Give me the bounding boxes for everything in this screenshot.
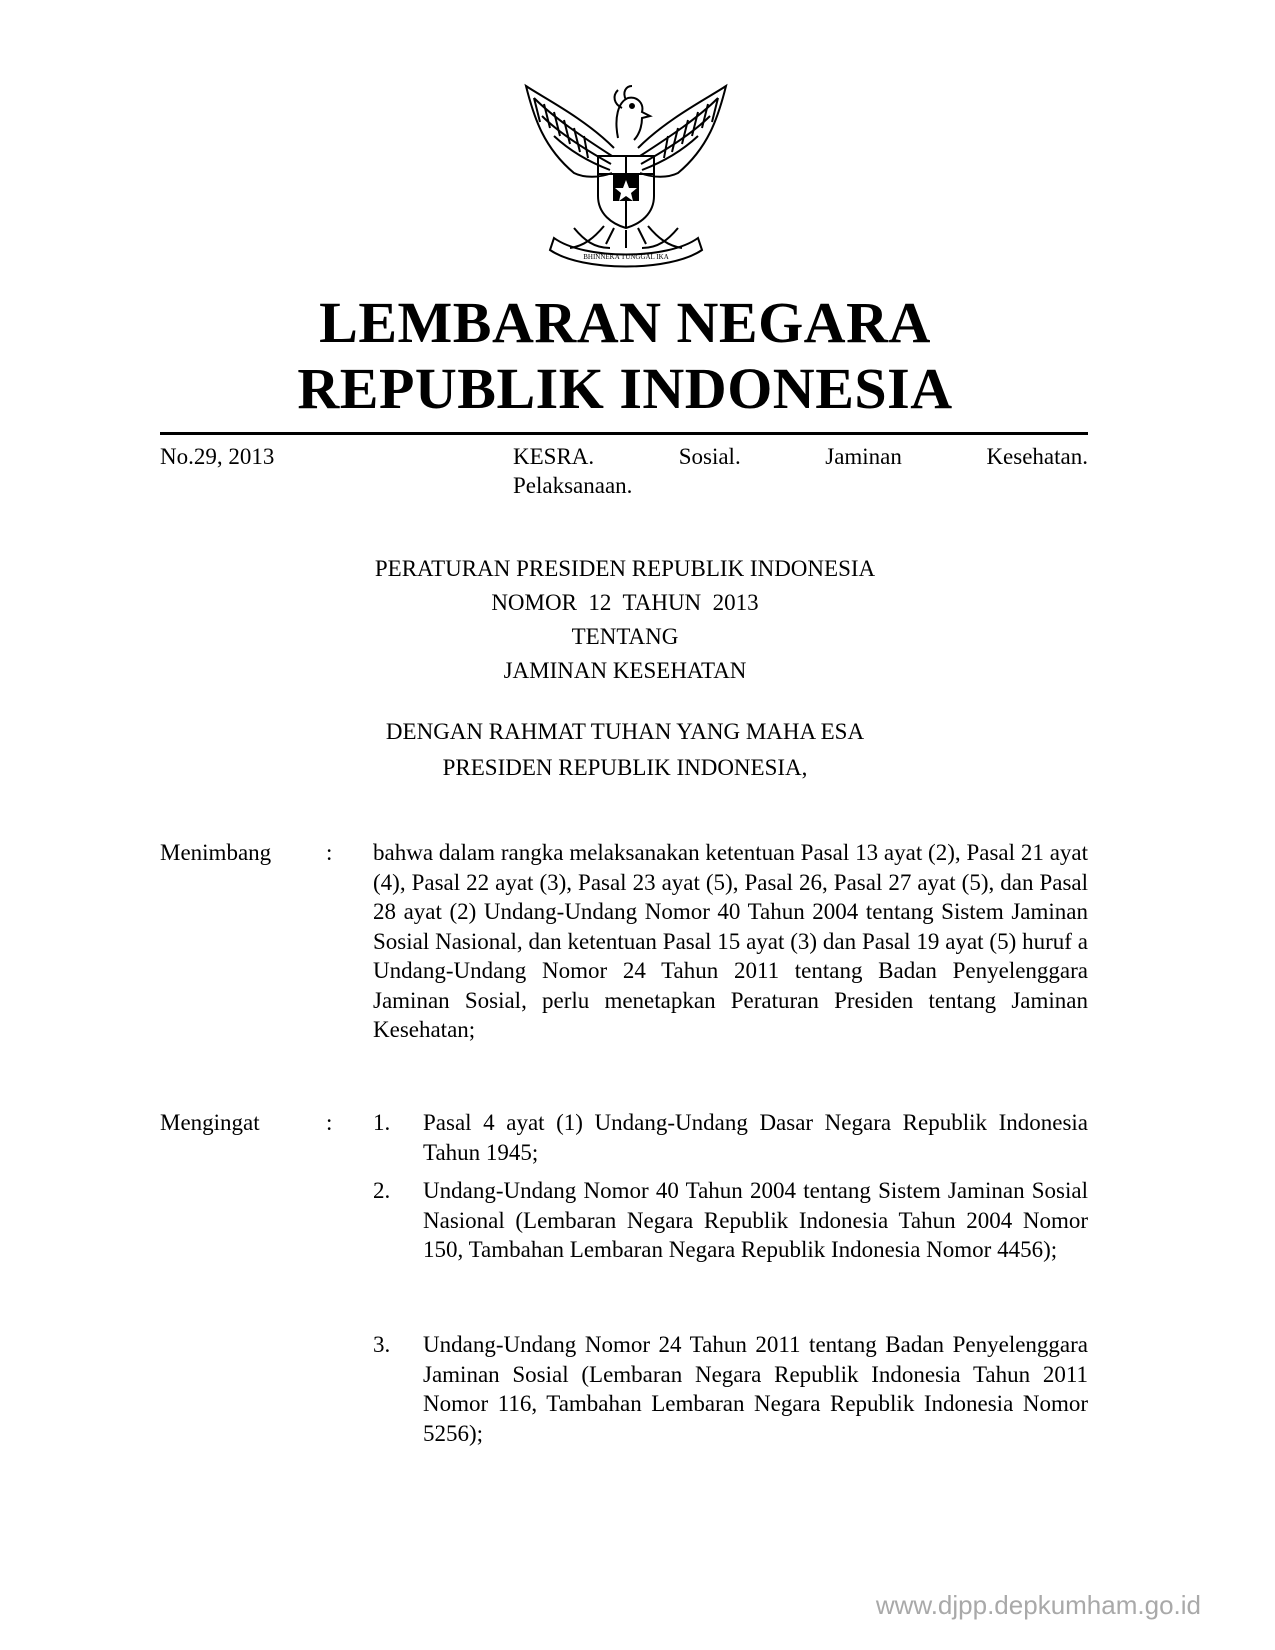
- motto-text: BHINNEKA TUNGGAL IKA: [583, 253, 669, 261]
- mengingat-item-text: Undang-Undang Nomor 40 Tahun 2004 tentang Sistem Jaminan Sosial Nasional (Lembaran Negara Republik Indonesia Tahun 2004 Nomor 150, Tambahan Lembaran Negara Republik Indonesia Nomor 4456);: [423, 1178, 1088, 1262]
- gazette-subject: [513, 442, 1088, 500]
- gazette-subject-line-1: KESRA. Sosial. Jaminan Kesehatan.: [513, 444, 1088, 469]
- menimbang-text: bahwa dalam rangka melaksanakan ketentuan Pasal 13 ayat (2), Pasal 21 ayat (4), Pasal 22 ayat (3), Pasal 23 ayat (5), Pasal 26, Pasal 27 ayat (5), dan Pasal 28 ayat (2) Undang-Undang Nomor 40 Tahun 2004 tentang Sistem Jaminan Sosial Nasional, dan ketentuan Pasal 15 ayat (3) dan Pasal 19 ayat (5) huruf a Undang-Undang Nomor 24 Tahun 2011 tentang Badan Penyelenggara Jaminan Sosial, perlu menetapkan Peraturan Presiden tentang Jaminan Kesehatan;: [373, 840, 1088, 1042]
- masthead: [160, 290, 1090, 422]
- regulation-heading: [160, 552, 1090, 688]
- gazette-subject-line-2: Pelaksanaan.: [513, 473, 633, 498]
- garuda-pancasila-emblem: [514, 78, 738, 276]
- regulation-subject: JAMINAN KESEHATAN: [503, 658, 747, 683]
- mengingat-colon: :: [326, 1110, 333, 1135]
- masthead-line-1: LEMBARAN NEGARA: [319, 290, 931, 355]
- gazette-number: No.29, 2013: [160, 444, 275, 469]
- opening-line-2: PRESIDEN REPUBLIK INDONESIA,: [442, 755, 808, 780]
- opening-formula: [160, 714, 1090, 786]
- garuda-icon: [514, 78, 738, 276]
- masthead-line-2: REPUBLIK INDONESIA: [297, 356, 953, 421]
- regulation-title: PERATURAN PRESIDEN REPUBLIK INDONESIA: [374, 556, 876, 581]
- regulation-about: TENTANG: [571, 624, 679, 649]
- menimbang-colon: :: [326, 840, 333, 865]
- opening-line-1: DENGAN RAHMAT TUHAN YANG MAHA ESA: [385, 719, 865, 744]
- mengingat-label: Mengingat: [160, 1110, 260, 1135]
- mengingat-item-number: 1.: [373, 1110, 391, 1135]
- masthead-divider: [160, 432, 1088, 435]
- regulation-number: NOMOR 12 TAHUN 2013: [491, 590, 759, 615]
- mengingat-item-text: Pasal 4 ayat (1) Undang-Undang Dasar Negara Republik Indonesia Tahun 1945;: [423, 1110, 1088, 1165]
- mengingat-item-number: 3.: [373, 1332, 391, 1357]
- footer-url: www.djpp.depkumham.go.id: [875, 1590, 1201, 1620]
- mengingat-item-number: 2.: [373, 1178, 391, 1203]
- menimbang-label: Menimbang: [160, 840, 272, 865]
- mengingat-item-text: Undang-Undang Nomor 24 Tahun 2011 tentang Badan Penyelenggara Jaminan Sosial (Lembaran Negara Republik Indonesia Tahun 2011 Nomor 116, Tambahan Lembaran Negara Republik Indonesia Nomor 5256);: [423, 1332, 1088, 1446]
